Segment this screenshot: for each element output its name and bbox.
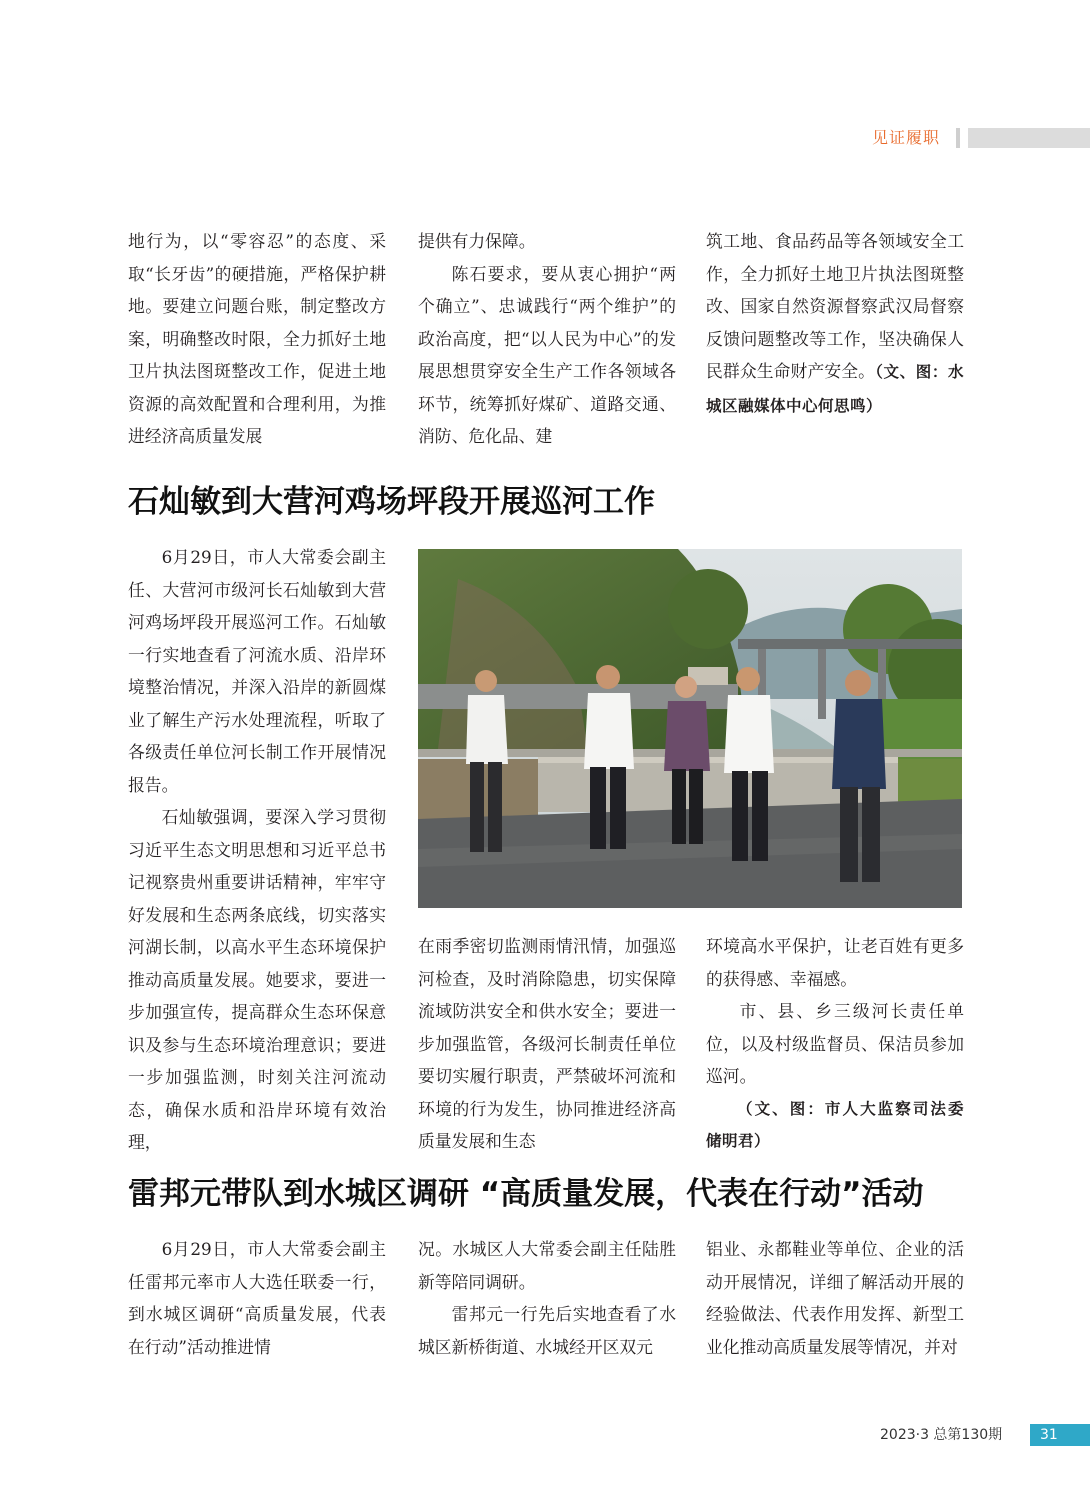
page-number-box [1030,1424,1090,1446]
header-divider [956,128,960,148]
article3-paragraph: 6月29日，市人大常委会副主任雷邦元率市人大选任联委一行，到水城区调研“高质量发展，代表在行动”活动推进情 [128,1239,386,1357]
article1-column-1 [128,225,386,453]
article2-headline: 石灿敏到大营河鸡场坪段开展巡河工作 [128,484,655,520]
article-photo [418,549,962,908]
article2-paragraph: 6月29日，市人大常委会副主任、大营河市级河长石灿敏到大营河鸡场坪段开展巡河工作。石灿敏一行实地查看了河流水质、沿岸环境整治情况，并深入沿岸的新圆煤业了解生产污水处理流程，听取了各级责任单位河长制工作开展情况报告。 [128,547,386,795]
article2-column-2 [418,930,676,1158]
article3-paragraph: 雷邦元一行先后实地查看了水城区新桥街道、水城经开区双元 [418,1304,676,1357]
article3-column-1 [128,1233,386,1363]
article1-column-2 [418,225,676,453]
article1-paragraph [706,225,964,422]
article2-column-3 [706,930,964,1158]
section-label: 见证履职 [872,128,941,147]
article2-credit: （文、图：市人大监察司法委 储明君） [706,1099,964,1150]
article3-column-3 [706,1233,964,1363]
article2-paragraph: 环境高水平保护，让老百姓有更多的获得感、幸福感。 [706,936,964,989]
page-number: 31 [1040,1427,1058,1443]
article1-text: 筑工地、食品药品等各领域安全工作，全力抓好土地卫片执法图斑整改、国家自然资源督察武汉局督察反馈问题整改等工作，坚决确保人民群众生命财产安全。 [706,231,964,381]
article1-paragraph: 陈石要求，要从衷心拥护“两个确立”、忠诚践行“两个维护”的政治高度，把“以人民为中心”的发展思想贯穿安全生产工作各领域各环节，统筹抓好煤矿、道路交通、消防、危化品、建 [418,263,676,446]
article1-paragraph: 提供有力保障。 [418,231,536,251]
article3-column-2 [418,1233,676,1363]
article2-paragraph: 在雨季密切监测雨情汛情，加强巡河检查，及时消除隐患，切实保障流域防洪安全和供水安全；要进一步加强监管，各级河长制责任单位要切实履行职责，严禁破坏河流和环境的行为发生，协同推进经济高质量发展和生态 [418,936,676,1151]
article1-column-3 [706,225,964,422]
issue-label: 2023·3 总第130期 [880,1427,1003,1443]
article3-headline: 雷邦元带队到水城区调研 “高质量发展，代表在行动”活动 [128,1176,924,1212]
article2-paragraph: 石灿敏强调，要深入学习贯彻习近平生态文明思想和习近平总书记视察贵州重要讲话精神，牢牢守好发展和生态两条底线，切实落实河湖长制，以高水平生态环境保护推动高质量发展。她要求，要进一步加强宣传，提高群众生态环保意识及参与生态环境治理意识；要进一步加强监测，时刻关注河流动态，确保水质和沿岸环境有效治理， [128,807,386,1152]
article3-paragraph: 况。水城区人大常委会副主任陆胜新等陪同调研。 [418,1239,676,1292]
photo-river-inspection [418,549,962,908]
article1-credit: （文、图：水城区融媒体中心何思鸣） [706,363,964,415]
header-bar [968,128,1090,148]
article2-paragraph: 市、县、乡三级河长责任单位，以及村级监督员、保洁员参加巡河。 [706,1001,964,1086]
article1-paragraph: 地行为，以“零容忍”的态度、采取“长牙齿”的硬措施，严格保护耕地。要建立问题台账，制定整改方案，明确整改时限，全力抓好土地卫片执法图斑整改工作，促进土地资源的高效配置和合理利用，为推进经济高质量发展 [128,231,386,446]
article2-column-1 [128,541,386,1159]
article3-paragraph: 铝业、永都鞋业等单位、企业的活动开展情况，详细了解活动开展的经验做法、代表作用发挥、新型工业化推动高质量发展等情况，并对 [706,1239,964,1357]
